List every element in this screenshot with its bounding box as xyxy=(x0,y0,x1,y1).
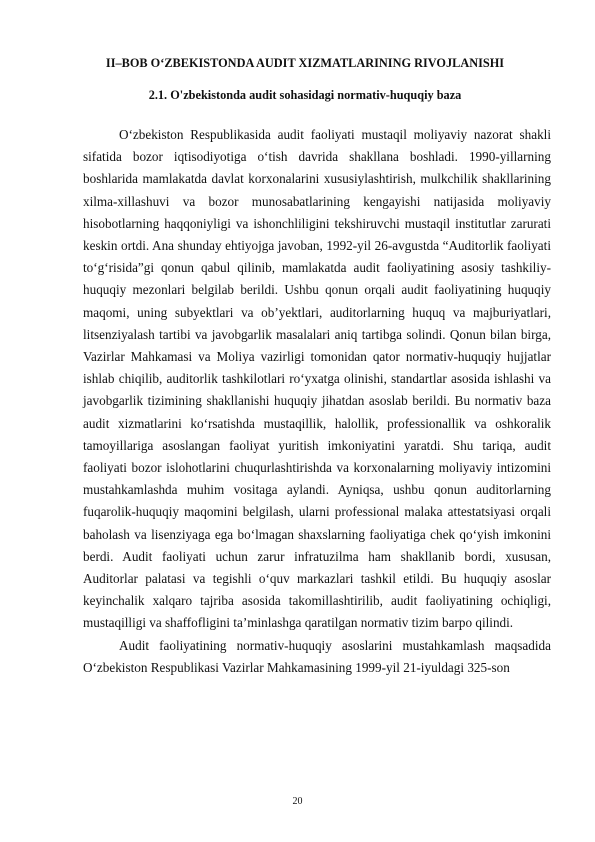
paragraph: Audit faoliyatining normativ-huquqiy asoslarini mustahkamlash maqsadida O‘zbekiston Respublikasi Vazirlar Mahkamasining 1999-yil 21-iyuldagi 325-son xyxy=(83,637,551,675)
page-number: 20 xyxy=(292,796,303,807)
paragraph: O‘zbekiston Respublikasida audit faoliyati mustaqil moliyaviy nazorat shakli sifatida bozor iqtisodiyotiga o‘tish davrida shakllana boshladi. 1990-yillarning boshlarida mamlakatda davlat korxonalarini xususiylashtirish, mulkchilik shakllarining xilma-xillashuvi va bozor munosabatlarining kengayishi natijasida moliyaviy hisobotlarning haqqoniyligi va ishonchliligini tekshiruvchi mustaqil institutlar zarurati keskin ortdi. Ana shunday ehtiyojga javoban, 1992-yil 26-avgustda “Auditorlik faoliyati to‘g‘risida”gi qonun qabul qilinib, mamlakatda audit faoliyatining asosiy tashkiliy-huquqiy mezonlari belgilab berildi. Ushbu qonun orqali audit faoliyatining huquqiy maqomi, uning subyektlari va ob’yektlari, auditorlarning huquq va majburiyatlari, litsenziyalash tartibi va javobgarlik masalalari aniq tartibga solindi. Qonun bilan birga, Vazirlar Mahkamasi va Moliya vazirligi tomonidan qator normativ-huquqiy hujjatlar ishlab chiqilib, auditorlik tashkilotlari ro‘yxatga olinishi, standartlar asosida ishlashi va javobgarlik tizimining shakllanishi huquqiy jihatdan asoslab berildi. Bu normativ baza audit xizmatlarini ko‘rsatishda mustaqillik, halollik, professionallik va oshkoralik tamoyillariga asoslangan faoliyat yuritish imkoniyatini yaratdi. Shu tariqa, audit faoliyati bozor islohotlarini chuqurlashtirishda va korxonalarning moliyaviy intizomini mustahkamlashda muhim vositaga aylandi. Ayniqsa, ushbu qonun auditorlarning fuqarolik-huquqiy maqomini belgilash, ularni professional malaka attestatsiyasi orqali baholash va lisenziyaga ega bo‘lmagan shaxslarning faoliyatiga chek qo‘yish imkonini berdi. Audit faoliyati uchun zarur infratuzilma ham shakllanib bordi, xususan, Auditorlar palatasi va tegishli o‘quv markazlari tashkil etildi. Bu huquqiy asoslar keyinchalik xalqaro tajriba asosida takomillashtirilib, audit faoliyatining ochiqligi, mustaqilligi va shaffofligini ta’minlashga qaratilgan normativ tizim barpo qilindi. xyxy=(83,127,551,631)
body-text xyxy=(83,124,551,679)
chapter-title: II–BOB O‘ZBEKISTONDA AUDIT XIZMATLARINING RIVOJLANISHI xyxy=(105,56,505,70)
section-title: 2.1. O'zbekistonda audit sohasidagi normativ-huquqiy baza xyxy=(148,88,462,102)
